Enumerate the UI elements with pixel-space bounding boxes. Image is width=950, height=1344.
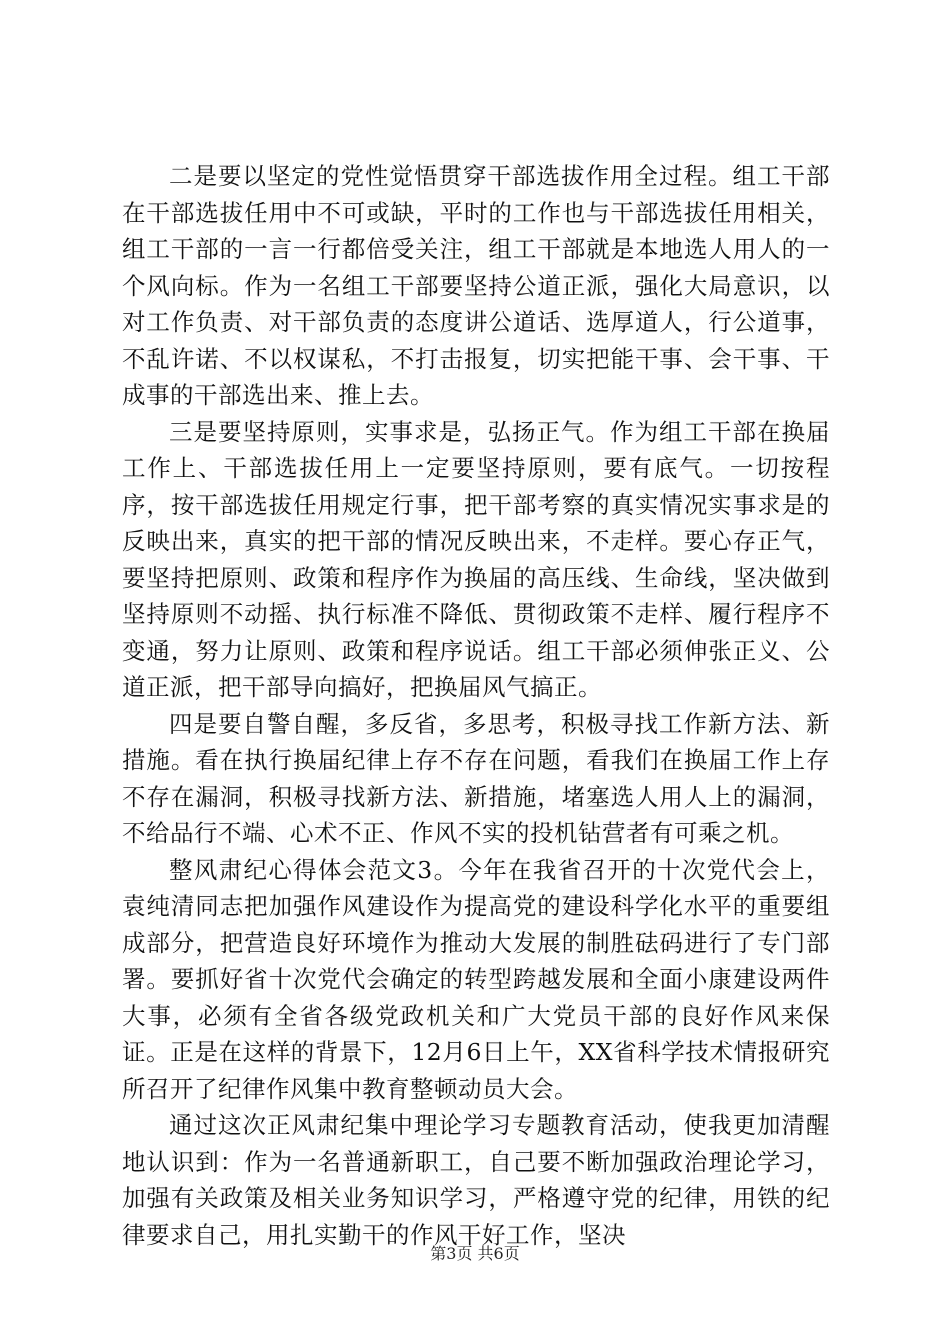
paragraph-sample-essay-3: 整风肃纪心得体会范文3。今年在我省召开的十次党代会上，袁纯清同志把加强作风建设作为提高党的建设科学化水平的重要组成部分，把营造良好环境作为推动大发展的制胜砝码进行了专门部署。要抓好省十次党代会确定的转型跨越发展和全面小康建设两件大事，必须有全省各级党政机关和广大党员干部的良好作风来保证。正是在这样的背景下，12月6日上午，XX省科学技术情报研究所召开了纪律作风集中教育整顿动员大会。: [122, 855, 830, 1103]
paragraph-self-reflection: 四是要自警自醒，多反省，多思考，积极寻找工作新方法、新措施。看在执行换届纪律上存不存在问题，看我们在换届工作上存不存在漏洞，积极寻找新方法、新措施，堵塞选人用人上的漏洞，不给品行不端、心术不正、作风不实的投机钻营者有可乘之机。: [122, 709, 830, 847]
paragraph-study-activity: 通过这次正风肃纪集中理论学习专题教育活动，使我更加清醒地认识到：作为一名普通新职工，自己要不断加强政治理论学习，加强有关政策及相关业务知识学习，严格遵守党的纪律，用铁的纪律要求自己，用扎实勤干的作风干好工作，坚决: [122, 1111, 830, 1249]
paragraph-uphold-principles: 三是要坚持原则，实事求是，弘扬正气。作为组工干部在换届工作上、干部选拔任用上一定要坚持原则，要有底气。一切按程序，按干部选拔任用规定行事，把干部考察的真实情况实事求是的反映出来，真实的把干部的情况反映出来，不走样。要心存正气，要坚持把原则、政策和程序作为换届的高压线、生命线，坚决做到坚持原则不动摇、执行标准不降低、贯彻政策不走样、履行程序不变通，努力让原则、政策和程序说话。组工干部必须伸张正义、公道正派，把干部导向搞好，把换届风气搞正。: [122, 417, 830, 701]
page-footer: 第3页 共6页: [430, 1244, 520, 1263]
body-text: [122, 158, 830, 1253]
paragraph-cadre-selection: 二是要以坚定的党性觉悟贯穿干部选拔作用全过程。组工干部在干部选拔任用中不可或缺，平时的工作也与干部选拔任用相关，组工干部的一言一行都倍受关注，组工干部就是本地选人用人的一个风向标。作为一名组工干部要坚持公道正派，强化大局意识，以对工作负责、对干部负责的态度讲公道话、选厚道人，行公道事，不乱许诺、不以权谋私，不打击报复，切实把能干事、会干事、干成事的干部选出来、推上去。: [122, 162, 830, 409]
